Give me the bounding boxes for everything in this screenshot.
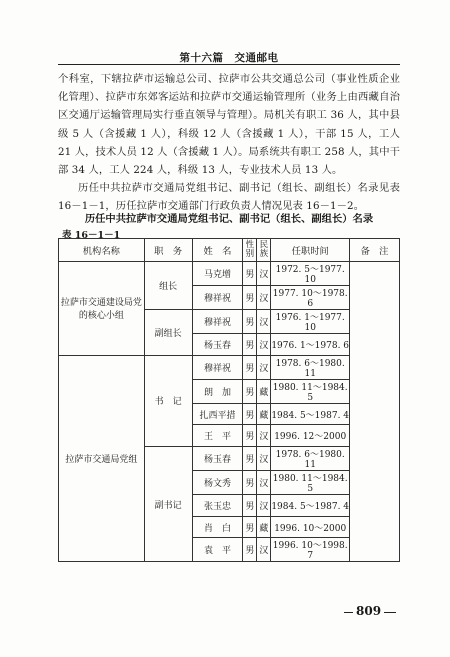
name-cell: 杨玉春 [192,334,243,356]
remarks-cell [350,538,400,562]
ethnicity-cell: 汉 [257,471,271,495]
body-text [58,70,400,216]
name-cell: 袁 平 [192,538,243,562]
term-cell: 1980. 11～1984. 5 [271,471,350,495]
gender-cell: 男 [243,355,257,379]
gender-cell: 男 [243,310,257,334]
gender-cell: 男 [243,538,257,562]
remarks-cell [350,310,400,334]
term-cell: 1972. 5～1977. 10 [271,262,350,286]
remarks-cell [350,286,400,310]
remarks-cell [350,334,400,356]
term-cell: 1996. 12～2000 [271,425,350,447]
ethnicity-cell: 汉 [257,334,271,356]
table-row [59,355,400,379]
name-cell: 扎西平措 [192,403,243,425]
gender-cell: 男 [243,425,257,447]
gender-cell: 男 [243,447,257,471]
position-cell-secretary: 书 记 [144,355,192,446]
org-cell-party-group: 拉萨市交通局党组 [59,355,145,562]
footer-rule-left [344,612,353,613]
paragraph-2: 历任中共拉萨市交通局党组书记、副书记（组长、副组长）名录见表 16－1－1，历任拉萨市交通部门行政负责人情况见表 16－1－2。 [58,182,400,213]
remarks-cell [350,471,400,495]
name-cell: 马克增 [192,262,243,286]
position-cell-leader: 组长 [144,262,192,310]
gender-cell: 男 [243,471,257,495]
term-cell: 1976. 1～1977. 10 [271,310,350,334]
remarks-cell [350,516,400,538]
header-name: 姓 名 [192,239,243,262]
table-header-row [59,239,400,262]
ethnicity-cell: 汉 [257,286,271,310]
remarks-cell [350,447,400,471]
name-cell: 肖 白 [192,516,243,538]
gender-cell: 男 [243,403,257,425]
header-remarks: 备 注 [350,239,400,262]
ethnicity-cell: 藏 [257,516,271,538]
org-cell-core-group: 拉萨市交通建设局党的核心小组 [59,262,145,356]
ethnicity-cell: 汉 [257,355,271,379]
header-rule [58,64,400,65]
term-cell: 1976. 1～1978. 6 [271,334,350,356]
header-ethnicity: 民族 [257,239,271,262]
table-row [59,262,400,286]
name-cell: 穆祥祝 [192,355,243,379]
term-cell: 1977. 10～1978. 6 [271,286,350,310]
header-term: 任职时间 [271,239,350,262]
remarks-cell [350,379,400,403]
remarks-cell [350,425,400,447]
term-cell: 1984. 5～1987. 4 [271,403,350,425]
gender-cell: 男 [243,495,257,517]
remarks-cell [350,495,400,517]
name-cell: 穆祥祝 [192,286,243,310]
ethnicity-cell: 汉 [257,447,271,471]
ethnicity-cell: 藏 [257,379,271,403]
ethnicity-cell: 汉 [257,425,271,447]
ethnicity-cell: 汉 [257,538,271,562]
running-header: 第十六篇 交通邮电 [179,52,279,64]
term-cell: 1978. 6～1980. 11 [271,447,350,471]
name-cell: 张玉忠 [192,495,243,517]
footer-rule-right [384,612,396,613]
position-cell-deputy-secretary: 副书记 [144,447,192,562]
ethnicity-cell: 汉 [257,262,271,286]
name-cell: 穆祥祝 [192,310,243,334]
header-gender: 性别 [243,239,257,262]
ethnicity-cell: 汉 [257,495,271,517]
roster-table [58,238,400,562]
gender-cell: 男 [243,334,257,356]
remarks-cell [350,403,400,425]
table-title: 历任中共拉萨市交通局党组书记、副书记（组长、副组长）名录 [84,213,374,225]
ethnicity-cell: 汉 [257,310,271,334]
gender-cell: 男 [243,379,257,403]
term-cell: 1978. 6～1980. 11 [271,355,350,379]
ethnicity-cell: 藏 [257,403,271,425]
table-number: 表 16－1－1 [62,230,121,241]
gender-cell: 男 [243,516,257,538]
position-cell-deputy-leader: 副组长 [144,310,192,356]
gender-cell: 男 [243,286,257,310]
term-cell: 1996. 10～1998. 7 [271,538,350,562]
term-cell: 1984. 5～1987. 4 [271,495,350,517]
gender-cell: 男 [243,262,257,286]
term-cell: 1980. 11～1984. 5 [271,379,350,403]
remarks-cell [350,262,400,286]
remarks-cell [350,355,400,379]
paragraph-1: 个科室，下辖拉萨市运输总公司、拉萨市公共交通总公司（事业性质企业化管理）、拉萨市东郊客运站和拉萨市交通运输管理所（业务上由西藏自治区交通厅运输管理局实行垂直领导与管理）。局机关有职工 36 人，其中县级 5 人（含援藏 1 人），科级 12 人（含援藏 1 人），干部 15 人，工人 21 人，技术人员 12 人（含援藏 1 人）。局系统共有职工 258 人，其中干部 34 人，工人 224 人，科级 13 人，专业技术人员 13 人。 [58,73,400,177]
name-cell: 王 平 [192,425,243,447]
name-cell: 杨文秀 [192,471,243,495]
term-cell: 1996. 10～2000 [271,516,350,538]
page-number: 809 [356,604,382,618]
header-org: 机构名称 [59,239,145,262]
name-cell: 杨玉春 [192,447,243,471]
name-cell: 朗 加 [192,379,243,403]
header-position: 职 务 [144,239,192,262]
